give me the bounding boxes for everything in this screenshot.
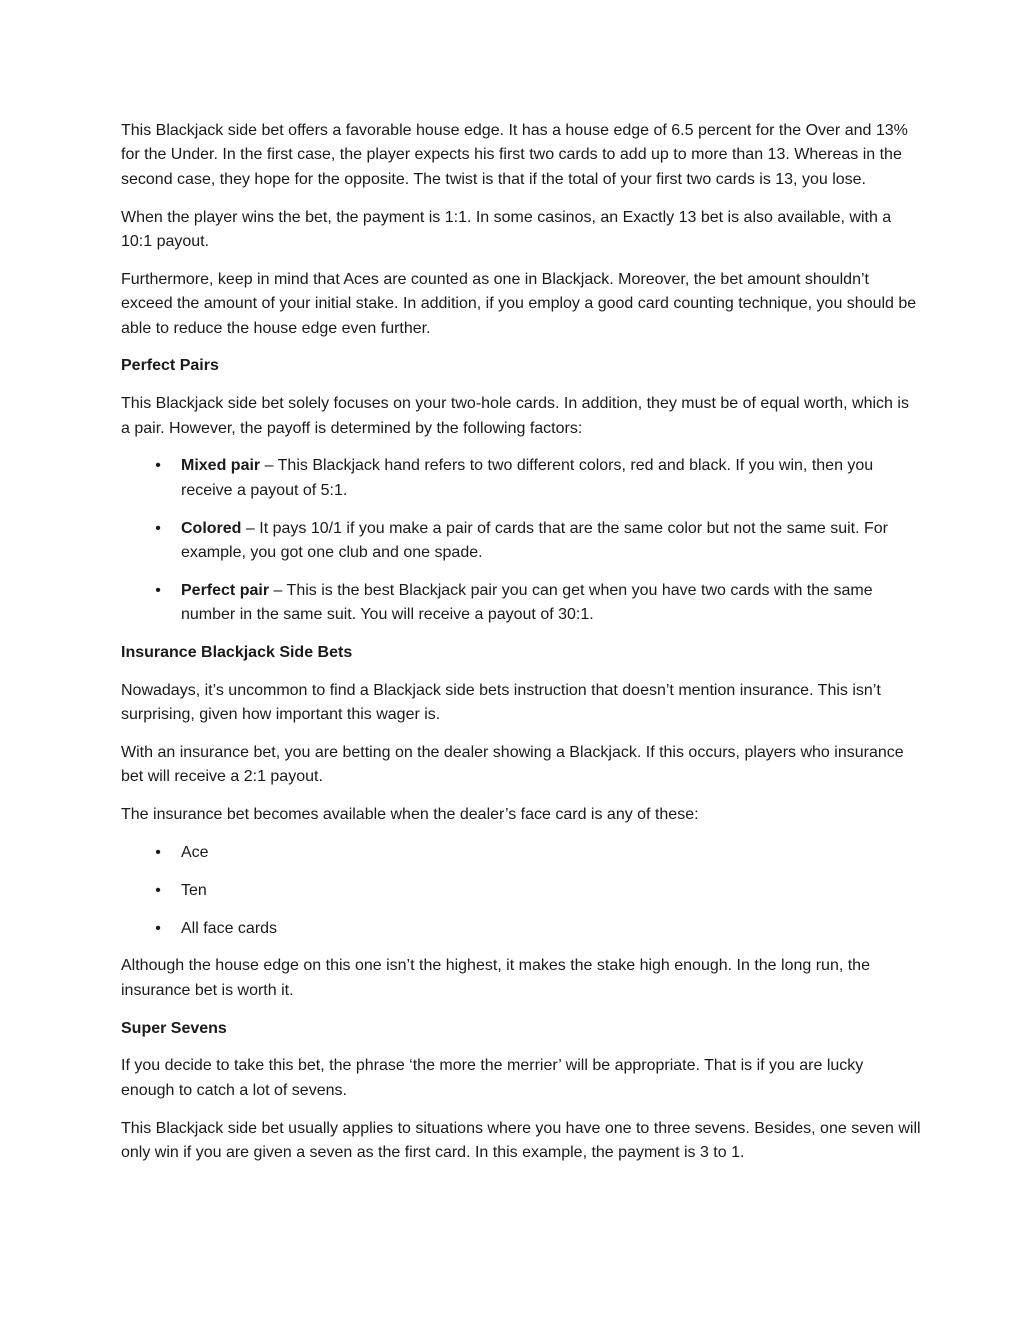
list-item-text: – This is the best Blackjack pair you can get when you have two cards with the same number in the same suit. You will receive a payout of 30:1. [181, 581, 873, 624]
insurance-paragraph-1: Nowadays, it’s uncommon to find a Blackjack side bets instruction that doesn’t mention insurance. This isn’t surprising, given how important this wager is. [121, 681, 881, 724]
list-item [121, 917, 921, 941]
heading-perfect-pairs: Perfect Pairs [121, 357, 219, 375]
intro-paragraph-2: When the player wins the bet, the payment is 1:1. In some casinos, an Exactly 13 bet is also available, with a 10:1 payout. [121, 208, 892, 251]
list-item [121, 579, 921, 628]
super-sevens-paragraph-1: If you decide to take this bet, the phrase ‘the more the merrier’ will be appropriate. That is if you are lucky enough to catch a lot of sevens. [121, 1057, 864, 1099]
bullet-icon: • [155, 919, 161, 937]
list-item-text: All face cards [181, 919, 278, 937]
intro-paragraph-1: This Blackjack side bet offers a favorable house edge. It has a house edge of 6.5 percent for the Over and 13% for the Under. In the first case, the player expects his first two cards to add up to more than 13. Whereas in the second case, they hope for the opposite. The twist is that if the total of your first two cards is 13, you lose. [121, 122, 908, 188]
list-item-text: – It pays 10/1 if you make a pair of cards that are the same color but not the same suit. For example, you got one club and one spade. [181, 519, 888, 562]
intro-paragraph-3: Furthermore, keep in mind that Aces are counted as one in Blackjack. Moreover, the bet amount shouldn’t exceed the amount of your initial stake. In addition, if you employ a good card counting technique, you should be able to reduce the house edge even further. [121, 270, 917, 337]
insurance-paragraph-2: With an insurance bet, you are betting on the dealer showing a Blackjack. If this occurs, players who insurance bet will receive a 2:1 payout. [121, 744, 904, 786]
list-item-term: Mixed pair [181, 457, 261, 475]
document-page [121, 119, 921, 1179]
bullet-icon: • [155, 844, 161, 862]
insurance-card-list [121, 841, 921, 941]
list-item [121, 841, 921, 865]
bullet-icon: • [155, 519, 161, 537]
bullet-icon: • [155, 581, 161, 599]
insurance-paragraph-3: The insurance bet becomes available when the dealer’s face card is any of these: [121, 806, 699, 824]
list-item-term: Perfect pair [181, 581, 270, 599]
super-sevens-paragraph-2: This Blackjack side bet usually applies to situations where you have one to three sevens. Besides, one seven will only win if you are given a seven as the first card. In this example, the payment is 3 to 1. [121, 1119, 921, 1162]
list-item-term: Colored [181, 519, 242, 537]
list-item-text: – This Blackjack hand refers to two different colors, red and black. If you win, then you receive a payout of 5:1. [181, 457, 874, 499]
heading-super-sevens: Super Sevens [121, 1019, 227, 1037]
bullet-icon: • [155, 881, 161, 899]
list-item [121, 517, 921, 566]
list-item [121, 879, 921, 903]
perfect-pairs-paragraph-1: This Blackjack side bet solely focuses on your two-hole cards. In addition, they must be of equal worth, which is a pair. However, the payoff is determined by the following factors: [121, 395, 909, 437]
list-item [121, 454, 921, 503]
list-item-text: Ten [181, 881, 207, 899]
perfect-pairs-list [121, 454, 921, 627]
heading-insurance: Insurance Blackjack Side Bets [121, 644, 353, 662]
insurance-paragraph-4: Although the house edge on this one isn’t the highest, it makes the stake high enough. In the long run, the insurance bet is worth it. [121, 957, 870, 999]
bullet-icon: • [155, 457, 161, 475]
list-item-text: Ace [181, 844, 209, 862]
